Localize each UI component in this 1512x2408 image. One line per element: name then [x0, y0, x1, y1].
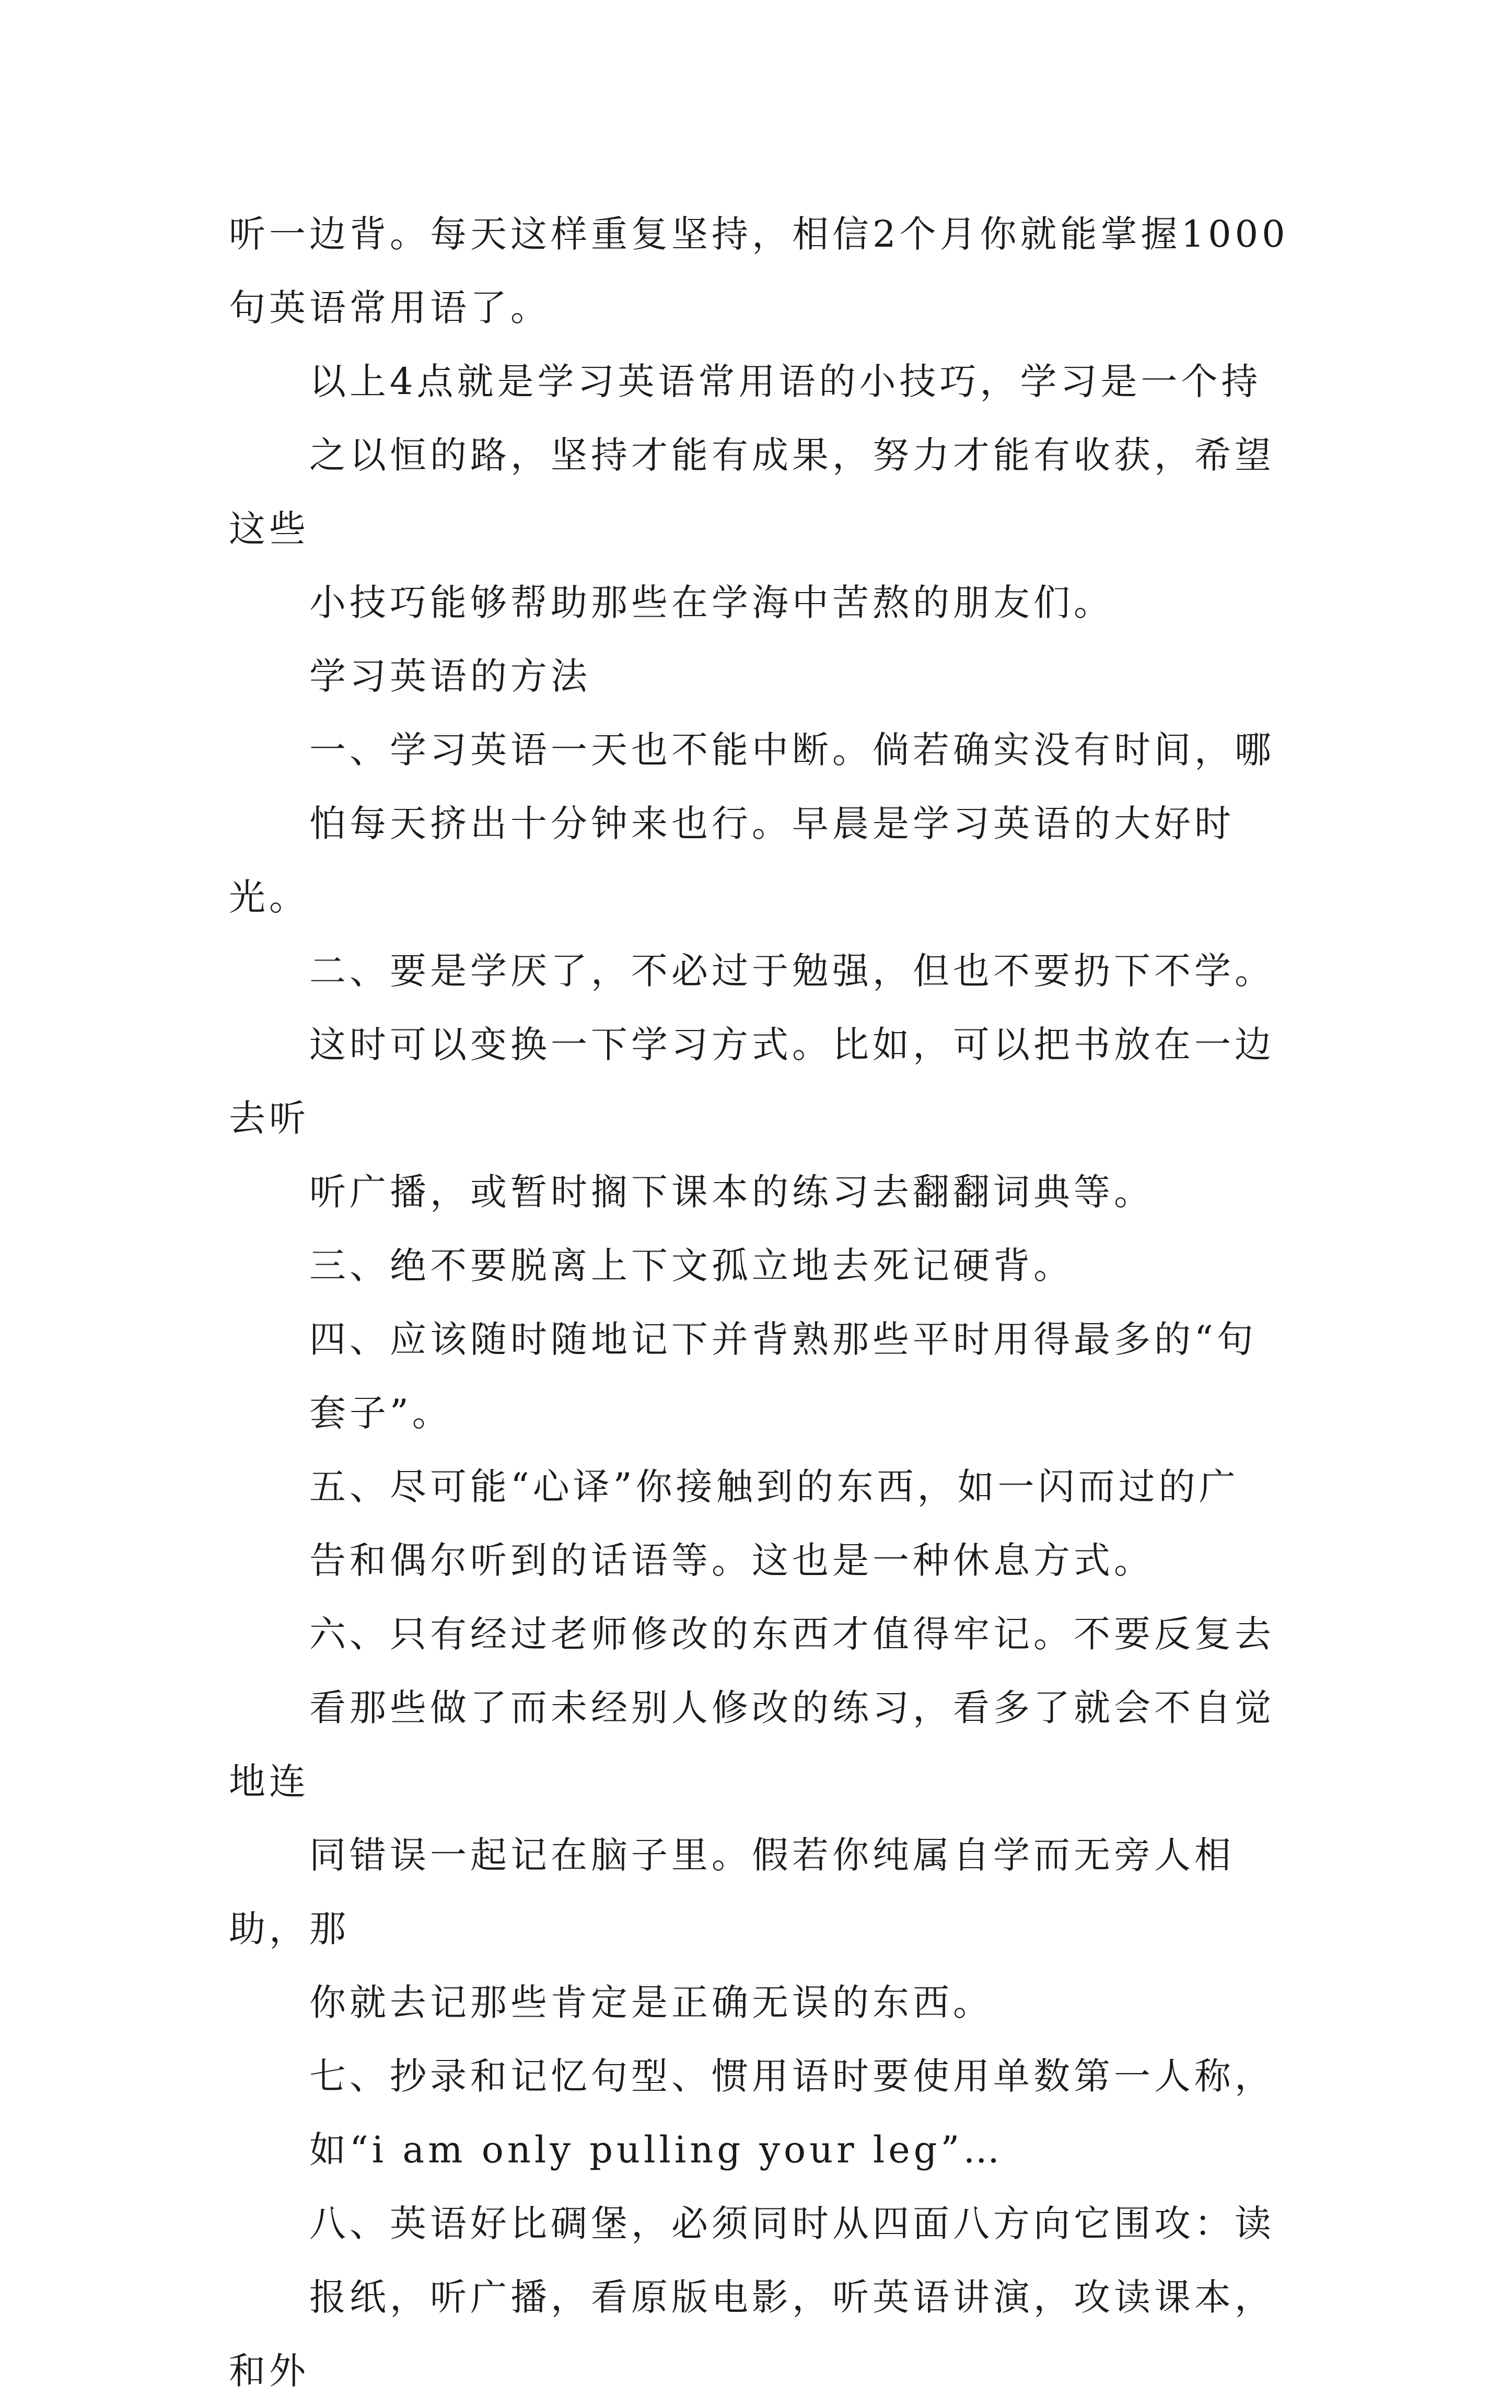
- paragraph: [229, 2040, 1310, 2187]
- paragraph: [229, 640, 1310, 713]
- text-line: 同错误一起记在脑子里。假若你纯属自学而无旁人相助，那: [229, 1834, 1235, 1950]
- text-line: 套子”。: [309, 1392, 452, 1434]
- text-line: 这时可以变换一下学习方式。比如，可以把书放在一边去听: [229, 1023, 1275, 1140]
- text-line: 怕每天挤出十分钟来也行。早晨是学习英语的大好时光。: [229, 802, 1235, 919]
- text-line: 你就去记那些肯定是正确无误的东西。: [309, 1981, 993, 2024]
- text-line: 如“i am only pulling your leg”…: [309, 2128, 1004, 2171]
- paragraph: [229, 198, 1310, 345]
- text-line: 看那些做了而未经别人修改的练习，看多了就会不自觉地连: [229, 1686, 1275, 1803]
- text-line: 报纸，听广播，看原版电影，听英语讲演，攻读课本，和外: [229, 2276, 1275, 2392]
- text-line: 二、要是学厌了，不必过于勉强，但也不要扔下不学。: [309, 950, 1275, 992]
- paragraph: [229, 713, 1310, 934]
- text-line: 一、学习英语一天也不能中断。倘若确实没有时间，哪: [309, 728, 1275, 771]
- text-line: 学习英语的方法: [309, 655, 591, 698]
- text-line: 五、尽可能“心译”你接触到的东西，如一闪而过的广: [309, 1465, 1239, 1508]
- text-line: 八、英语好比碉堡，必须同时从四面八方向它围攻：读: [309, 2202, 1275, 2245]
- text-line: 以上4点就是学习英语常用语的小技巧，学习是一个持: [309, 360, 1262, 403]
- paragraph: [229, 1450, 1310, 1597]
- paragraph: [229, 2187, 1310, 2408]
- paragraph: [229, 934, 1310, 1229]
- text-line: 告和偶尔听到的话语等。这也是一种休息方式。: [309, 1539, 1154, 1582]
- paragraph: [229, 1597, 1310, 2040]
- text-line: 三、绝不要脱离上下文孤立地去死记硬背。: [309, 1244, 1074, 1287]
- document-body: [229, 198, 1310, 2408]
- text-line: 句英语常用语了。: [229, 286, 551, 329]
- text-line: 七、抄录和记忆句型、惯用语时要使用单数第一人称，: [309, 2055, 1275, 2098]
- text-line: 听一边背。每天这样重复坚持，相信2个月你就能掌握1000: [229, 213, 1289, 256]
- paragraph: [229, 1229, 1310, 1303]
- text-line: 四、应该随时随地记下并背熟那些平时用得最多的“句: [309, 1318, 1257, 1361]
- text-line: 小技巧能够帮助那些在学海中苦熬的朋友们。: [309, 581, 1114, 624]
- text-line: 之以恒的路，坚持才能有成果，努力才能有收获，希望这些: [229, 434, 1275, 550]
- text-line: 六、只有经过老师修改的东西才值得牢记。不要反复去: [309, 1613, 1275, 1656]
- paragraph: [229, 345, 1310, 640]
- text-line: 听广播，或暂时搁下课本的练习去翻翻词典等。: [309, 1171, 1154, 1213]
- paragraph: [229, 1303, 1310, 1450]
